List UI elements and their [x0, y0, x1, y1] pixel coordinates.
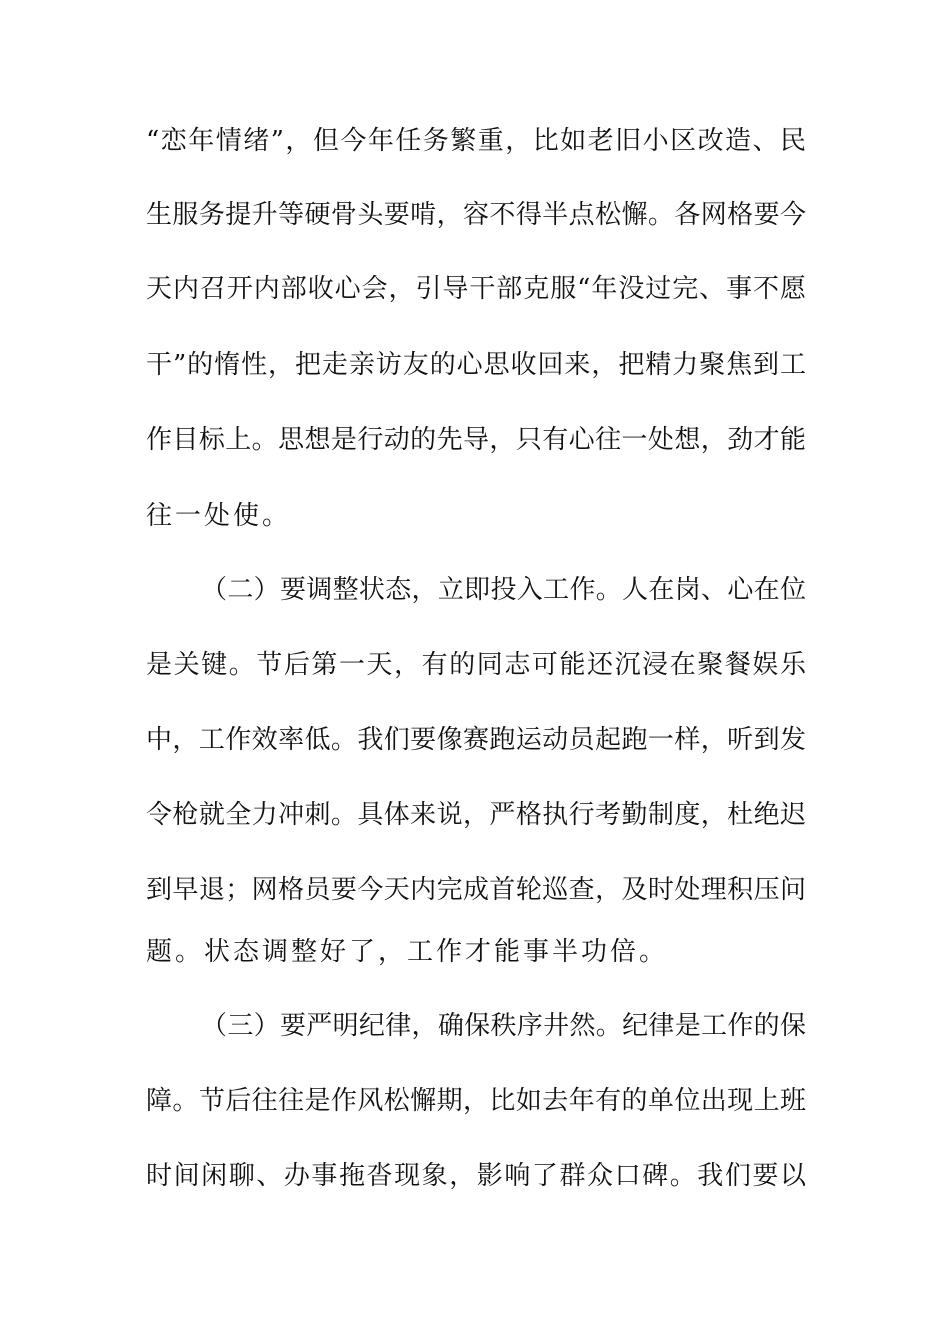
text-line: 干”的惰性，把走亲访友的心思收回来，把精力聚焦到工	[146, 350, 806, 380]
text-line: 令枪就全力冲刺。具体来说，严格执行考勤制度，杜绝迟	[146, 800, 806, 830]
text-line: 生服务提升等硬骨头要啃，容不得半点松懈。各网格要今	[146, 200, 806, 230]
text-line: “恋年情绪”，但今年任务繁重，比如老旧小区改造、民	[146, 126, 806, 156]
text-line: 障。节后往往是作风松懈期，比如去年有的单位出现上班	[146, 1086, 806, 1116]
paragraph-end-line: 题。状态调整好了，工作才能事半功倍。	[146, 937, 669, 967]
text-line: 是关键。节后第一天，有的同志可能还沉浸在聚餐娱乐	[146, 650, 806, 680]
text-line: 作目标上。思想是行动的先导，只有心往一处想，劲才能	[146, 425, 806, 455]
text-line: 时间闲聊、办事拖沓现象，影响了群众口碑。我们要以	[146, 1161, 806, 1191]
text-line: 到早退；网格员要今天内完成首轮巡查，及时处理积压问	[146, 875, 806, 905]
section-heading-line: （三）要严明纪律，确保秩序井然。纪律是工作的保	[201, 1011, 806, 1041]
paragraph-end-line: 往一处使。	[146, 501, 292, 531]
text-line: 中，工作效率低。我们要像赛跑运动员起跑一样，听到发	[146, 725, 806, 755]
section-heading-line: （二）要调整状态，立即投入工作。人在岗、心在位	[201, 575, 806, 605]
text-line: 天内召开内部收心会，引导干部克服“年没过完、事不愿	[146, 274, 806, 304]
